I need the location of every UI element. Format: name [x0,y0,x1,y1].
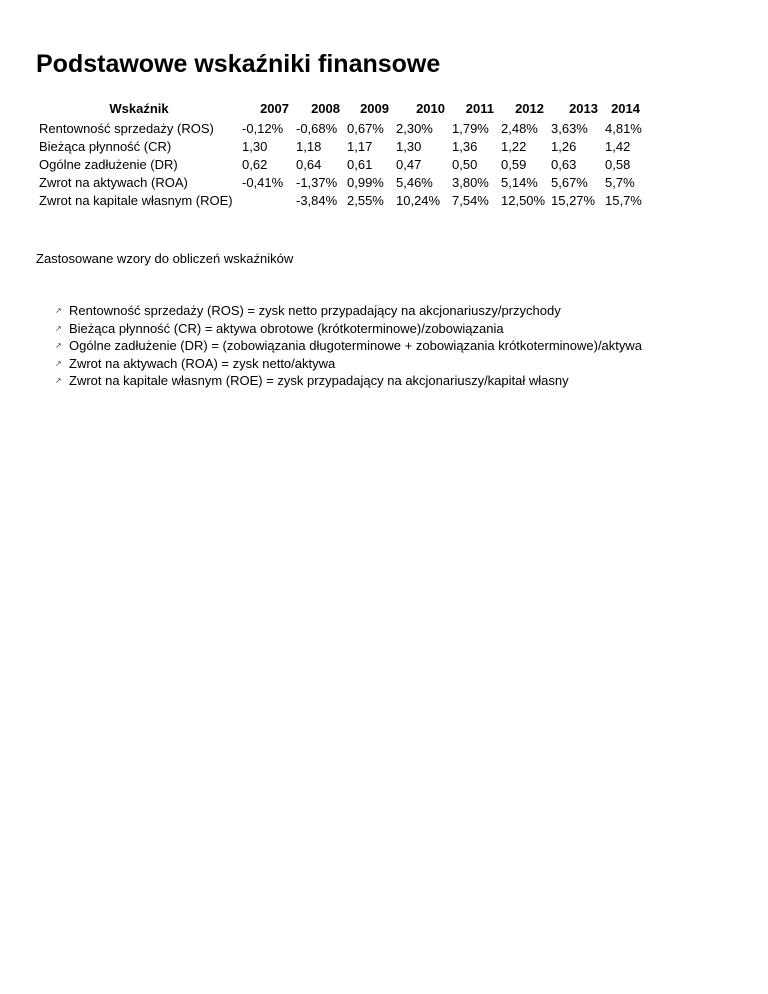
table-cell: 0,47 [396,156,422,172]
table-cell: 5,14% [501,174,538,190]
table-cell: 10,24% [396,192,441,208]
list-item [55,372,642,390]
table-cell: 1,30 [242,138,268,154]
table-cell: -0,12% [242,120,284,136]
list-item [55,302,642,320]
table-cell: 1,22 [501,138,527,154]
table-cell: 1,36 [452,138,478,154]
row-label: Zwrot na kapitale własnym (ROE) [39,192,233,208]
table-cell: 5,7% [605,174,635,190]
table-cell: -0,68% [296,120,338,136]
table-cell: 1,26 [551,138,577,154]
year-column-header: 2014 [611,100,640,116]
list-item [55,337,642,355]
table-row-ros [36,119,644,137]
formula-text: Rentowność sprzedaży (ROS) = zysk netto przypadający na akcjonariuszy/przychody [69,303,561,318]
row-label: Zwrot na aktywach (ROA) [39,174,188,190]
year-column-header: 2007 [260,100,289,116]
table-cell: -3,84% [296,192,338,208]
table-cell [239,191,293,209]
arrow-bullet-icon: ↗ [55,306,62,315]
year-column-header: 2011 [465,100,494,116]
table-cell: 3,63% [551,120,588,136]
table-cell: 2,48% [501,120,538,136]
arrow-bullet-icon: ↗ [55,341,62,350]
table-cell: 2,30% [396,120,433,136]
table-cell: 0,63 [551,156,577,172]
table-cell: 5,46% [396,174,433,190]
table-cell: 1,30 [396,138,422,154]
list-item [55,355,642,373]
list-item [55,320,642,338]
formula-text: Ogólne zadłużenie (DR) = (zobowiązania długoterminowe + zobowiązania krótkoterminowe)/aktywa [69,338,643,353]
table-cell: 0,99% [347,174,384,190]
formula-text: Zwrot na kapitale własnym (ROE) = zysk przypadający na akcjonariuszy/kapitał własny [69,373,569,388]
formulas-list [55,302,642,390]
arrow-bullet-icon: ↗ [55,358,62,368]
table-cell: 0,64 [296,156,322,172]
table-cell: 4,81% [605,120,642,136]
arrow-bullet-icon: ↗ [55,323,62,333]
row-label: Ogólne zadłużenie (DR) [39,156,178,172]
year-column-header: 2013 [569,100,598,116]
financial-ratios-table [36,97,644,209]
arrow-bullet-icon: ↗ [55,376,62,385]
table-cell: 7,54% [452,192,489,208]
row-label: Bieżąca płynność (CR) [39,138,172,154]
row-label: Rentowność sprzedaży (ROS) [39,120,214,136]
table-cell: 1,42 [605,138,631,154]
table-row-roe [36,191,644,209]
table-cell: -1,37% [296,174,338,190]
formula-text: Zwrot na aktywach (ROA) = zysk netto/aktywa [69,355,336,371]
table-cell: 0,59 [501,156,527,172]
table-cell: 15,7% [605,192,642,208]
year-column-header: 2012 [515,100,544,116]
metric-column-header: Wskaźnik [109,100,169,116]
table-cell: 1,18 [296,138,322,154]
table-header-row [36,97,644,119]
formulas-heading: Zastosowane wzory do obliczeń wskaźników [36,251,294,266]
year-column-header: 2008 [311,100,340,116]
table-cell: 0,58 [605,156,631,172]
table-row-cr [36,137,644,155]
table-cell: 2,55% [347,192,384,208]
formula-text: Bieżąca płynność (CR) = aktywa obrotowe (krótkoterminowe)/zobowiązania [69,320,504,336]
table-cell: 0,62 [242,156,268,172]
table-cell: 12,50% [501,192,546,208]
table-row-roa [36,173,644,191]
table-cell: -0,41% [242,174,284,190]
page-title: Podstawowe wskaźniki finansowe [36,50,441,78]
table-cell: 0,61 [347,156,373,172]
table-cell: 3,80% [452,174,489,190]
table-cell: 1,17 [347,138,373,154]
table-cell: 5,67% [551,174,588,190]
year-column-header: 2009 [360,100,389,116]
year-column-header: 2010 [416,100,445,116]
table-cell: 0,50 [452,156,478,172]
table-row-dr [36,155,644,173]
table-cell: 1,79% [452,120,489,136]
table-cell: 0,67% [347,120,384,136]
table-cell: 15,27% [551,192,596,208]
